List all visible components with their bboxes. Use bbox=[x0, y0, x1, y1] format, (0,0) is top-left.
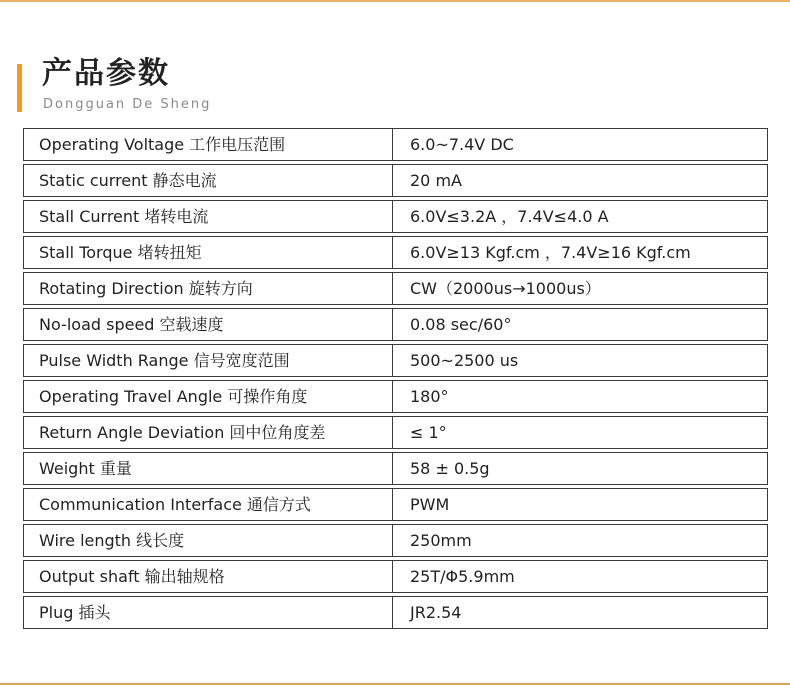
spec-value: JR2.54 bbox=[410, 603, 462, 622]
spec-row bbox=[23, 308, 768, 341]
spec-name: Wire length 线长度 bbox=[24, 525, 393, 556]
spec-name: No-load speed 空载速度 bbox=[24, 309, 393, 340]
spec-value: PWM bbox=[410, 495, 450, 514]
top-divider bbox=[0, 0, 790, 2]
spec-row bbox=[23, 560, 768, 593]
spec-value: 58 ± 0.5g bbox=[410, 459, 490, 478]
spec-row bbox=[23, 164, 768, 197]
spec-name: Stall Current 堵转电流 bbox=[24, 201, 393, 232]
spec-row bbox=[23, 416, 768, 449]
title-accent-bar bbox=[17, 64, 22, 112]
page-title: 产品参数 bbox=[42, 56, 170, 91]
spec-name: Communication Interface 通信方式 bbox=[24, 489, 393, 520]
spec-row bbox=[23, 200, 768, 233]
spec-value: 180° bbox=[410, 387, 449, 406]
spec-value: 25T/Φ5.9mm bbox=[410, 567, 515, 586]
spec-name: Return Angle Deviation 回中位角度差 bbox=[24, 417, 393, 448]
spec-row bbox=[23, 272, 768, 305]
spec-row bbox=[23, 524, 768, 557]
spec-row bbox=[23, 380, 768, 413]
spec-name: Weight 重量 bbox=[24, 453, 393, 484]
spec-row bbox=[23, 236, 768, 269]
spec-name: Static current 静态电流 bbox=[24, 165, 393, 196]
spec-name: Operating Voltage 工作电压范围 bbox=[24, 129, 393, 160]
spec-name: Plug 插头 bbox=[24, 597, 393, 628]
spec-value: 0.08 sec/60° bbox=[410, 315, 512, 334]
spec-value: 6.0~7.4V DC bbox=[410, 135, 514, 154]
spec-row bbox=[23, 128, 768, 161]
spec-value: 500~2500 us bbox=[410, 351, 519, 370]
spec-value: 6.0V≥13 Kgf.cm ，7.4V≥16 Kgf.cm bbox=[410, 243, 691, 262]
spec-value: CW（2000us→1000us） bbox=[410, 279, 601, 298]
spec-value: ≤ 1° bbox=[410, 423, 447, 442]
spec-row bbox=[23, 452, 768, 485]
spec-row bbox=[23, 488, 768, 521]
spec-value: 20 mA bbox=[410, 171, 462, 190]
spec-name: Stall Torque 堵转扭矩 bbox=[24, 237, 393, 268]
page-subtitle: Dongguan De Sheng bbox=[43, 97, 212, 112]
spec-value: 250mm bbox=[410, 531, 472, 550]
spec-name: Pulse Width Range 信号宽度范围 bbox=[24, 345, 393, 376]
spec-row bbox=[23, 344, 768, 377]
spec-name: Output shaft 输出轴规格 bbox=[24, 561, 393, 592]
spec-name: Rotating Direction 旋转方向 bbox=[24, 273, 393, 304]
spec-value: 6.0V≤3.2A ，7.4V≤4.0 A bbox=[410, 207, 609, 226]
spec-row bbox=[23, 596, 768, 629]
spec-name: Operating Travel Angle 可操作角度 bbox=[24, 381, 393, 412]
